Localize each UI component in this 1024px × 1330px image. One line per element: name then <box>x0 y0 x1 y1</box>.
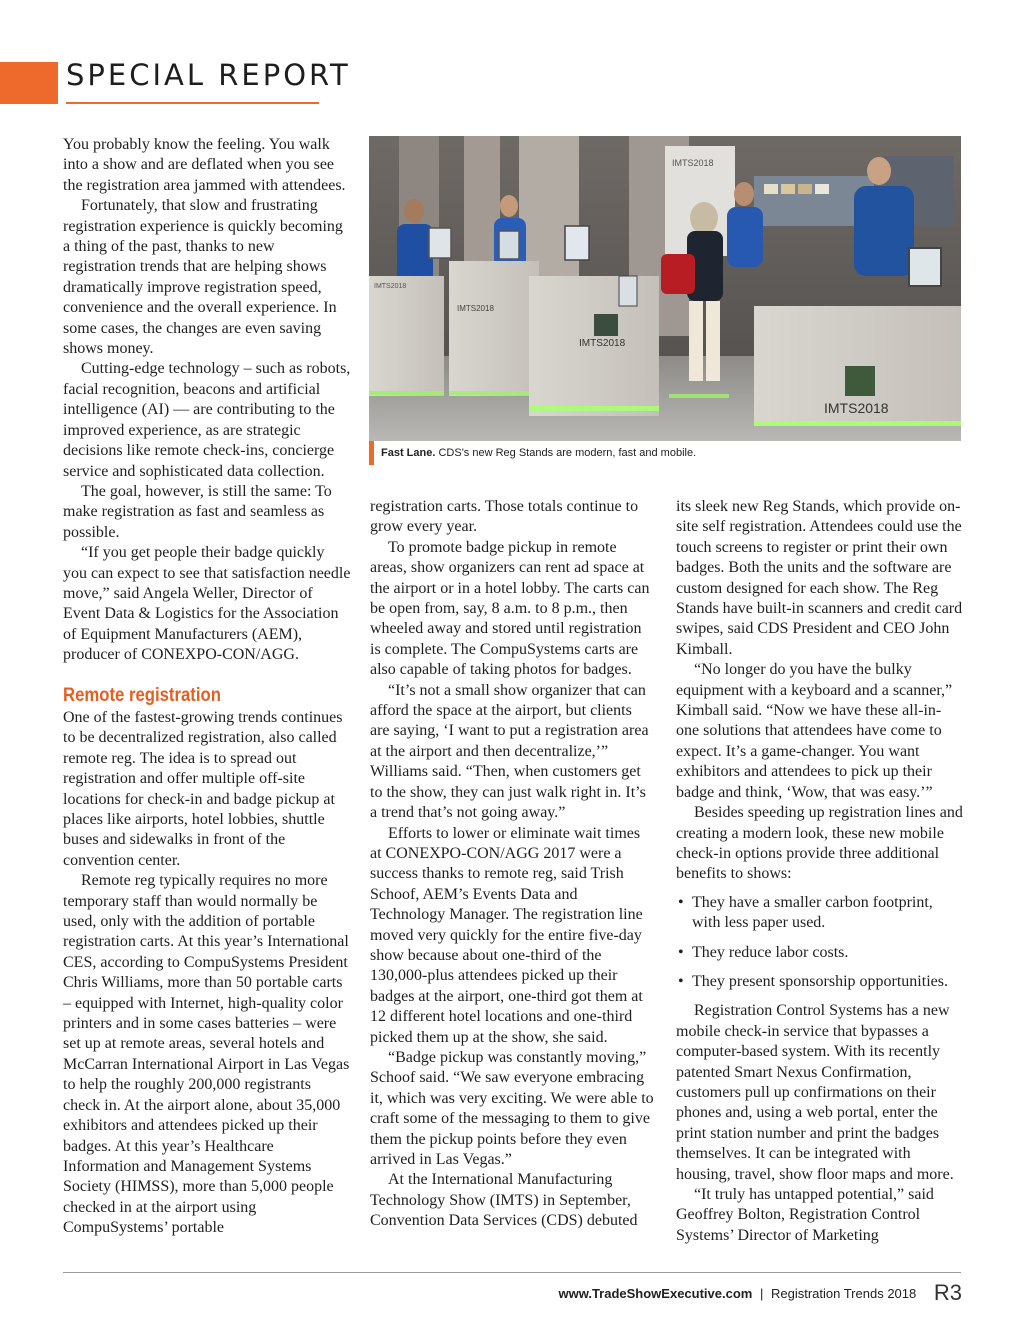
paragraph: At the International Manufacturing Technology Show (IMTS) in September, Convention Data Services (CDS) debuted <box>370 1171 638 1230</box>
footer-section-name: Registration Trends 2018 <box>770 1286 917 1301</box>
paragraph: “Badge pickup was constantly moving,” Schoof said. “We saw everyone embracing it, which was very exciting. We were able to craft some of the messaging to them to give them the pickup points before they even arrived in Las Vegas.” <box>370 1048 654 1168</box>
paragraph: Fortunately, that slow and frustrating registration experience is quickly becoming a thing of the past, thanks to new registration trends that are helping shows dramatically improve registration speed, convenience and the overall experience. In some cases, the changes are even saving shows money. <box>63 197 343 358</box>
footer-website-link[interactable]: www.TradeShowExecutive.com <box>558 1286 753 1301</box>
paragraph: Remote reg typically requires no more temporary staff than would normally be used, only with the addition of portable registration carts. At this year’s International CES, according to CompuSystems President Chris Williams, more than 50 portable carts – equipped with Internet, high-quality color printers and in some cases batteries – were set up at remote areas, several hotels and McCarran International Airport in Las Vegas to help the roughly 200,000 registrants check in. At the airport alone, about 35,000 exhibitors and attendees picked up their badges. At this year’s Healthcare Information and Management Systems Society (HIMSS), more than 5,000 people checked in at the airport using CompuSystems’ portable <box>63 872 350 1237</box>
footer-divider <box>63 1272 961 1273</box>
paragraph: “No longer do you have the bulky equipment with a keyboard and a scanner,” Kimball said. “Now we have these all-in-one solutions that attendees have come to expect. It’s a game-changer. You want exhibitors and attendees to pick up their badge and think, ‘Wow, that was easy.’” <box>676 661 953 801</box>
list-item: • They reduce labor costs. <box>676 943 964 963</box>
page-number: R3 <box>933 1280 962 1305</box>
paragraph: registration carts. Those totals continue to grow every year. <box>370 498 639 536</box>
paragraph: its sleek new Reg Stands, which provide on-site self registration. Attendees could use the touch screens to register or print their own badges. Both the units and the software are custom designed for each show. The Reg Stands have built-in scanners and credit card swipes, said CDS President and CEO John Kimball. <box>676 498 963 658</box>
article-column-left <box>63 135 351 1239</box>
subheading-remote-registration: Remote registration <box>63 684 221 706</box>
section-title-underline <box>66 102 319 104</box>
paragraph: Registration Control Systems has a new mobile check-in service that bypasses a computer-based system. With its recently patented Smart Nexus Confirmation, customers pull up confirmations on their phones and, using a web portal, enter the print station number and print the badges themselves. It can be integrated with housing, travel, show floor maps and more. <box>676 1002 954 1183</box>
paragraph: To promote badge pickup in remote areas, show organizers can rent ad space at the airport or in a hotel lobby. The carts can be open from, say, 8 a.m. to 8 p.m., then wheeled away and stored until registration is complete. The CompuSystems carts are also capable of taking photos for badges. <box>370 538 650 679</box>
article-column-right <box>676 497 964 1246</box>
paragraph: “If you get people their badge quickly you can expect to see that satisfaction needle move,” said Angela Weller, Director of Event Data & Logistics for the Association of Equipment Manufacturers (AEM), producer of CONEXPO-CON/AGG. <box>63 544 351 664</box>
photo-stand-sign: IMTS2018 <box>824 400 889 416</box>
photo-caption <box>381 447 696 459</box>
paragraph: Efforts to lower or eliminate wait times at CONEXPO-CON/AGG 2017 were a success thanks to remote reg, said Trish Schoof, AEM’s Events Data and Technology Manager. The registration line moved very quickly for the entire five-day show because about one-third of the 130,000-plus attendees picked up their badges at the airport, one-third got them at 12 different hotel locations and one-third picked them up at the show, she said. <box>370 824 643 1046</box>
paragraph: The goal, however, is still the same: To make registration as fast and seamless as possible. <box>63 482 332 541</box>
footer-separator: | <box>759 1286 764 1301</box>
list-item: • They have a smaller carbon footprint, with less paper used. <box>676 893 964 934</box>
page-footer <box>558 1280 962 1306</box>
reg-stands-photo <box>369 136 961 441</box>
caption-accent-bar <box>369 441 374 465</box>
paragraph: Cutting-edge technology – such as robots, facial recognition, beacons and artificial intelligence (AI) — are contributing to the improved experience, as are strategic decisions like remote check-ins, concierge service and sophisticated data collection. <box>63 360 351 480</box>
section-color-tab <box>0 62 58 104</box>
list-item: • They present sponsorship opportunities. <box>676 972 964 992</box>
photo-caption-bar <box>369 441 961 465</box>
paragraph: Besides speeding up registration lines and creating a modern look, these new mobile check-in options provide three additional benefits to shows: <box>676 804 963 883</box>
caption-text: CDS's new Reg Stands are modern, fast and mobile. <box>438 447 697 459</box>
photo-stand-sign: IMTS2018 <box>579 338 626 349</box>
photo-stand-sign: IMTS2018 <box>374 283 407 290</box>
photo-stand-sign: IMTS2018 <box>457 304 494 313</box>
photo-banner-text: IMTS2018 <box>672 158 714 168</box>
benefits-list <box>676 893 964 993</box>
paragraph: One of the fastest-growing trends continues to be decentralized registration, also called remote reg. The idea is to spread out registration and offer multiple off-site locations for check-in and badge pickup at places like airports, hotel lobbies, shuttle buses and sidewalks in front of the convention center. <box>63 708 343 869</box>
paragraph: “It’s not a small show organizer that can afford the space at the airport, but clients are saying, ‘I want to put a registration area at the airport and then decentralize,’” Williams said. “Then, when customers get to the show, they can just walk right in. It’s a trend that’s not going away.” <box>370 681 649 822</box>
section-title: SPECIAL REPORT <box>66 58 351 92</box>
article-column-middle <box>370 497 655 1232</box>
caption-bold-lead: Fast Lane. <box>381 447 436 459</box>
paragraph: You probably know the feeling. You walk into a show and are deflated when you see the registration area jammed with attendees. <box>63 136 346 194</box>
paragraph: “It truly has untapped potential,” said Geoffrey Bolton, Registration Control Systems’ Director of Marketing <box>676 1186 934 1244</box>
